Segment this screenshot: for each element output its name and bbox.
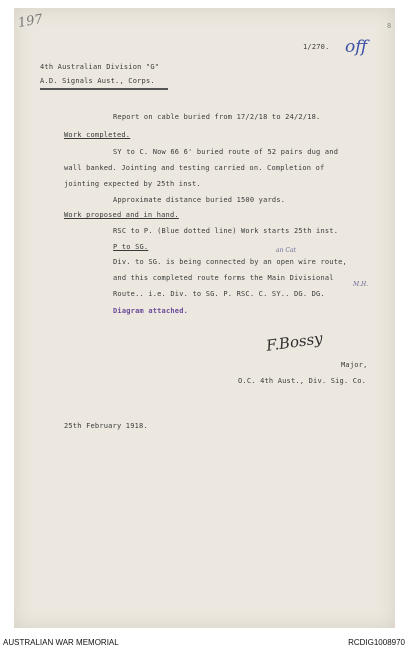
work-proposed-line-2: Div. to SG. is being connected by an open wire route, — [113, 258, 347, 266]
work-completed-line-2: wall banked. Jointing and testing carried on. Completion of — [64, 164, 325, 172]
work-completed-line-3: jointing expected by 25th inst. — [64, 180, 201, 188]
footer-left: AUSTRALIAN WAR MEMORIAL — [3, 638, 119, 647]
reference-hand-note: off — [345, 37, 368, 57]
document-page — [14, 8, 395, 628]
work-proposed-heading: Work proposed and in hand. — [64, 211, 179, 219]
header-rule — [40, 88, 168, 90]
report-title: Report on cable buried from 17/2/18 to 24/2/18. — [113, 113, 321, 121]
insert-hand-note: an Cat — [276, 247, 296, 254]
work-proposed-sub-heading: P to SG. — [113, 243, 149, 251]
header-line-2: A.D. Signals Aust., Corps. — [40, 77, 155, 85]
work-completed-line-4: Approximate distance buried 1500 yards. — [113, 196, 286, 204]
diagram-attached-note: Diagram attached. — [113, 307, 189, 315]
work-proposed-line-4: Route.. i.e. Div. to SG. P. RSC. C. SY.. DG. DG. — [113, 290, 325, 298]
header-line-1: 4th Australian Division "G" — [40, 63, 160, 71]
signature-title: O.C. 4th Aust., Div. Sig. Co. — [238, 377, 367, 385]
corner-hand-number: 197 — [16, 11, 44, 32]
mh-hand-note: M.H. — [353, 281, 369, 288]
signature: F.Bossy — [265, 329, 324, 355]
work-proposed-line-1: RSC to P. (Blue dotted line) Work starts 25th inst. — [113, 227, 339, 235]
reference-number: 1/270. — [303, 43, 330, 51]
document-date: 25th February 1918. — [64, 422, 148, 430]
work-completed-line-1: SY to C. Now 66 6' buried route of 52 pairs dug and — [113, 148, 339, 156]
edge-mark: 8 — [387, 22, 392, 30]
work-completed-heading: Work completed. — [64, 131, 131, 139]
footer-right: RCDIG1008970 — [348, 638, 405, 647]
signature-rank: Major, — [341, 361, 368, 369]
work-proposed-line-3: and this completed route forms the Main Divisional — [113, 274, 334, 282]
